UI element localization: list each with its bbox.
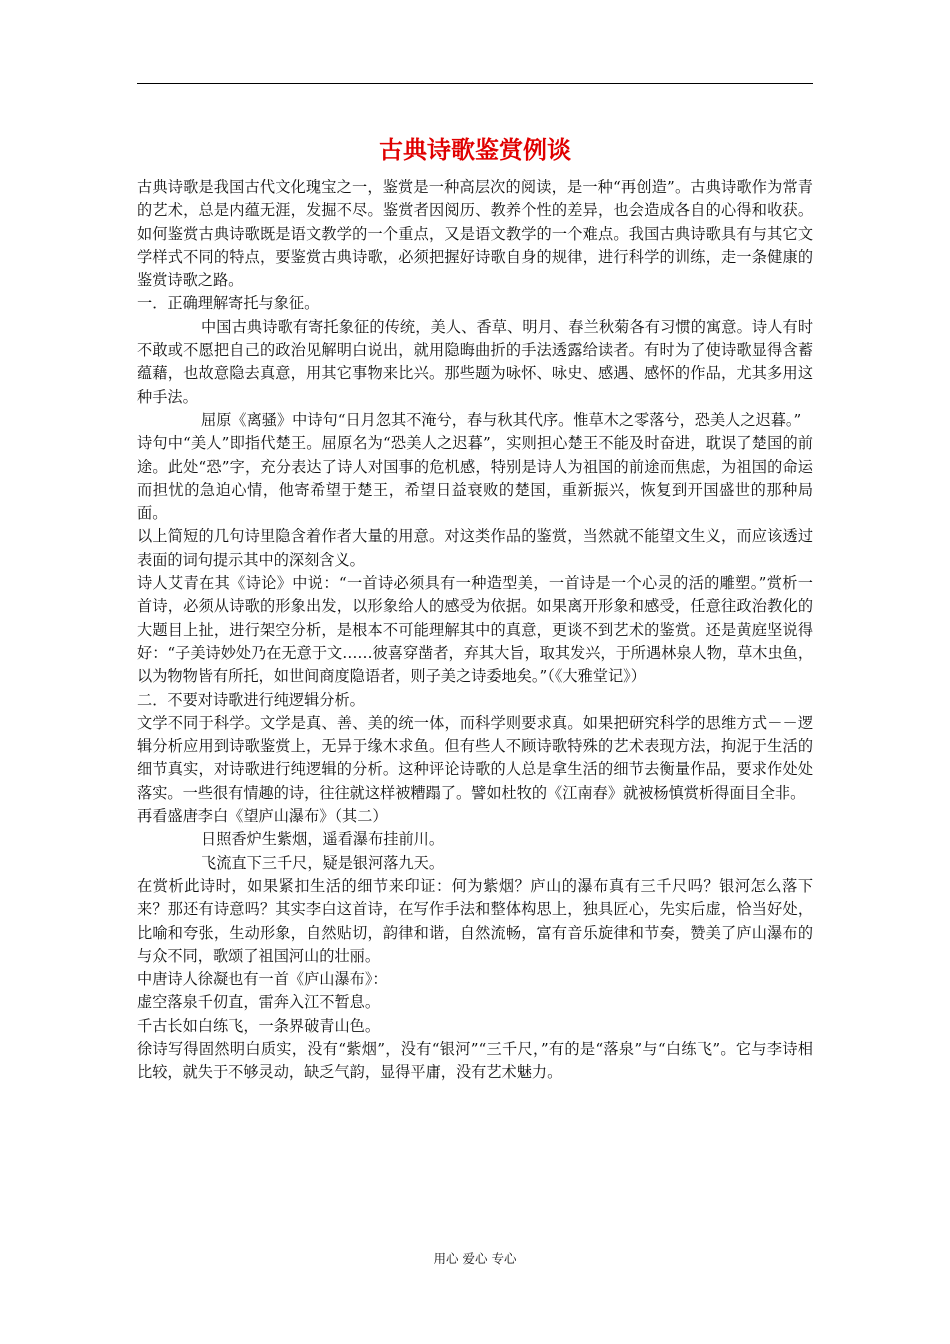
section-heading-1: 一．正确理解寄托与象征。 [137, 294, 320, 313]
poem-line: 千古长如白练飞，一条界破青山色。 [137, 1016, 380, 1035]
document-body [137, 176, 813, 1085]
paragraph: 再看盛唐李白《望庐山瀑布》（其二） [137, 807, 388, 826]
paragraph: 以上简短的几句诗里隐含着作者大量的用意。对这类作品的鉴赏，当然就不能望文生义，而应该透过表面的词句提示其中的深刻含义。 [137, 527, 813, 569]
poem-quote: 屈原《离骚》中诗句“日月忽其不淹兮，春与秋其代序。惟草木之零落兮，恐美人之迟暮。” [201, 410, 802, 429]
section-heading-2: 二．不要对诗歌进行纯逻辑分析。 [137, 690, 365, 709]
page-footer: 用心 爱心 专心 [433, 1251, 517, 1266]
paragraph: 文学不同于科学。文学是真、善、美的统一体，而科学则要求真。如果把研究科学的思维方式－－逻辑分析应用到诗歌鉴赏上，无异于缘木求鱼。但有些人不顾诗歌特殊的艺术表现方法，拘泥于生活的细节真实，对诗歌进行纯逻辑的分析。这种评论诗歌的人总是拿生活的细节去衡量作品，要求作处处落实。一些很有情趣的诗，往往就这样被糟蹋了。譬如杜牧的《江南春》就被杨慎赏析得面目全非。 [137, 713, 813, 802]
paragraph: 在赏析此诗时，如果紧扣生活的细节来印证：何为紫烟？庐山的瀑布真有三千尺吗？银河怎么落下来？那还有诗意吗？其实李白这首诗，在写作手法和整体构思上，独具匠心，先实后虚，恰当好处，比喻和夸张，生动形象，自然贴切，韵律和谐，自然流畅，富有音乐旋律和节奏，赞美了庐山瀑布的与众不同，歌颂了祖国河山的壮丽。 [137, 876, 813, 965]
paragraph: 徐诗写得固然明白质实，没有“紫烟”，没有“银河”“三千尺，”有的是“落泉”与“白练飞”。它与李诗相比较，就失于不够灵动，缺乏气韵，显得平庸，没有艺术魅力。 [137, 1039, 813, 1082]
paragraph: 中唐诗人徐凝也有一首《庐山瀑布》： [137, 970, 388, 989]
poem-line: 虚空落泉千仞直，雷奔入江不暂息。 [137, 993, 380, 1012]
poem-line: 日照香炉生紫烟，遥看瀑布挂前川。 [201, 830, 444, 849]
paragraph: 中国古典诗歌有寄托象征的传统，美人、香草、明月、春兰秋菊各有习惯的寓意。诗人有时不敢或不愿把自己的政治见解明白说出，就用隐晦曲折的手法透露给读者。有时为了使诗歌显得含蓄蕴藉，也故意隐去真意，用其它事物来比兴。那些题为咏怀、咏史、感遇、感怀的作品，尤其多用这种手法。 [137, 317, 813, 406]
poem-line: 飞流直下三千尺，疑是银河落九天。 [201, 853, 444, 872]
header-rule [137, 83, 813, 84]
document-title: 古典诗歌鉴赏例谈 [379, 136, 571, 164]
intro-paragraph: 古典诗歌是我国古代文化瑰宝之一，鉴赏是一种高层次的阅读，是一种“再创造”。古典诗歌作为常青的艺术，总是内蕴无涯，发掘不尽。鉴赏者因阅历、教养个性的差异，也会造成各自的心得和收获。如何鉴赏古典诗歌既是语文教学的一个重点，又是语文教学的一个难点。我国古典诗歌具有与其它文学样式不同的特点，要鉴赏古典诗歌，必须把握好诗歌自身的规律，进行科学的训练，走一条健康的鉴赏诗歌之路。 [137, 178, 813, 290]
paragraph: 诗人艾青在其《诗论》中说：“一首诗必须具有一种造型美，一首诗是一个心灵的活的雕塑。”赏析一首诗，必须从诗歌的形象出发，以形象给人的感受为依据。如果离开形象和感受，任意往政治教化的大题目上扯，进行架空分析，是根本不可能理解其中的真意，更谈不到艺术的鉴赏。还是黄庭坚说得好：“子美诗妙处乃在无意于文……彼喜穿凿者，弃其大旨，取其发兴，于所遇林泉人物，草木虫鱼，以为物物皆有所托，如世间商度隐语者，则子美之诗委地矣。”（《大雅堂记》） [137, 574, 814, 686]
paragraph: 诗句中“美人”即指代楚王。屈原名为“恐美人之迟暮”，实则担心楚王不能及时奋进，耽误了楚国的前途。此处“恐”字，充分表达了诗人对国事的危机感，特别是诗人为祖国的前途而焦虑，为祖国的命运而担忧的急迫心情，他寄希望于楚王，希望日益衰败的楚国，重新振兴，恢复到开国盛世的那种局面。 [137, 434, 813, 523]
